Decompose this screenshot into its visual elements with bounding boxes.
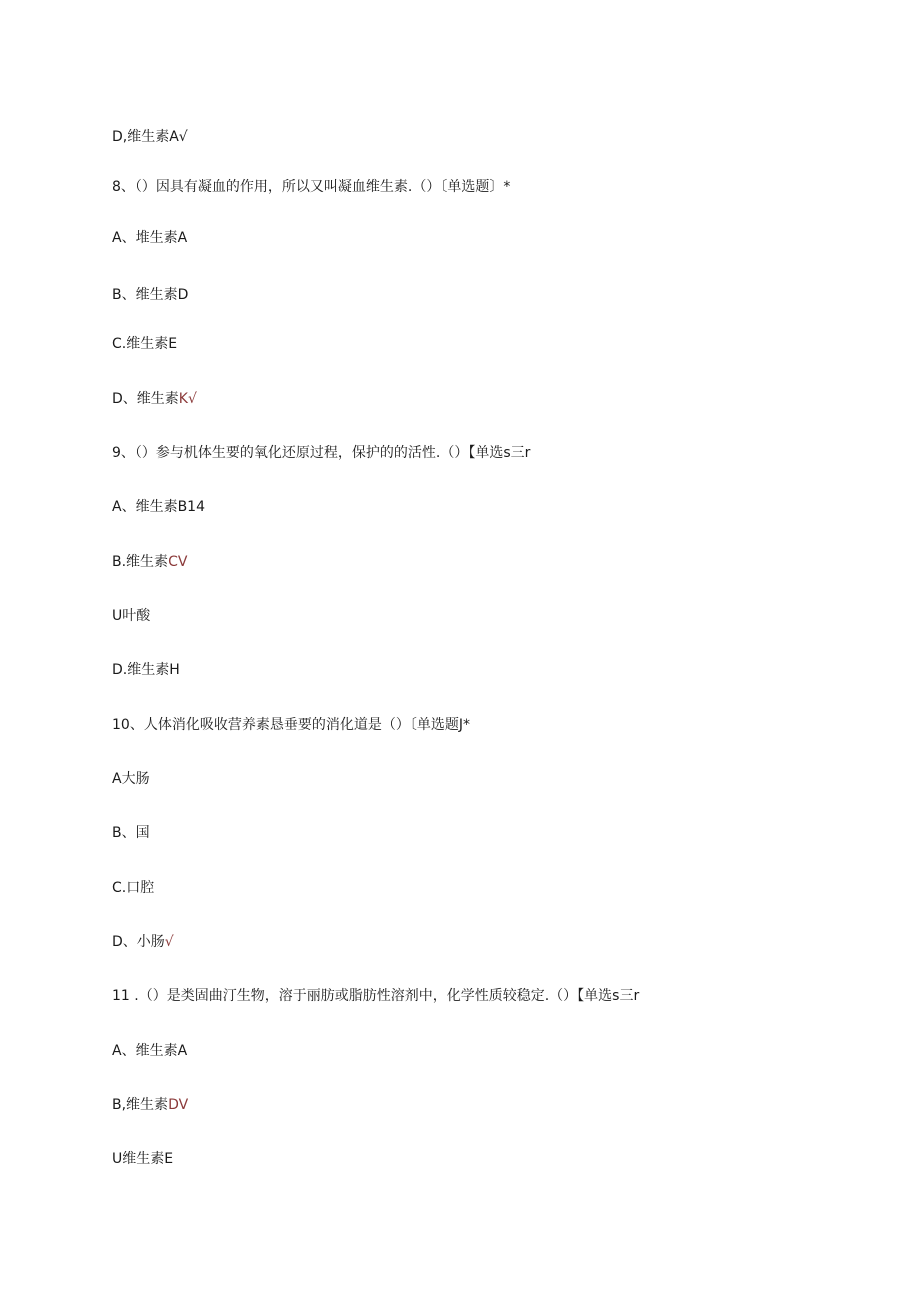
option-9b: B.维生素CV	[112, 554, 188, 570]
option-11a: A、维生素A	[112, 1043, 188, 1059]
option-8b: B、维生素D	[112, 287, 189, 303]
option-11b: B,维生素DV	[112, 1097, 189, 1113]
correct-mark: K√	[178, 391, 197, 407]
option-8c: C.维生素E	[112, 336, 178, 352]
question-10: 10、人体消化吸收营养素恳垂要的消化道是（）〔单选题J*	[112, 717, 470, 733]
option-10a: A大肠	[112, 771, 150, 787]
option-7d: D,维生素A√	[112, 129, 188, 145]
option-10b: B、国	[112, 825, 150, 841]
question-11: 11 .（）是类固曲汀生物，溶于丽肪或脂肪性溶剂中，化学性质较稳定.（）【单选s三r	[112, 988, 640, 1004]
correct-mark: √	[164, 934, 174, 950]
correct-mark: DV	[168, 1097, 189, 1113]
option-9d: D.维生素H	[112, 662, 180, 678]
option-10d: D、小肠√	[112, 934, 174, 950]
option-11c: U维生素E	[112, 1151, 174, 1167]
question-9: 9、（）参与机体生要的氧化还原过程，保护的的活性.（）【单选s三r	[112, 445, 531, 461]
question-8: 8、（）因具有凝血的作用，所以又叫凝血维生素.（）〔单选题〕*	[112, 179, 511, 195]
option-10c: C.口腔	[112, 880, 155, 896]
option-8d: D、维生素K√	[112, 391, 197, 407]
correct-mark: CV	[168, 554, 188, 570]
option-8a: A、堆生素A	[112, 230, 188, 246]
option-9c: U叶酸	[112, 608, 151, 624]
option-9a: A、维生素B14	[112, 499, 205, 515]
